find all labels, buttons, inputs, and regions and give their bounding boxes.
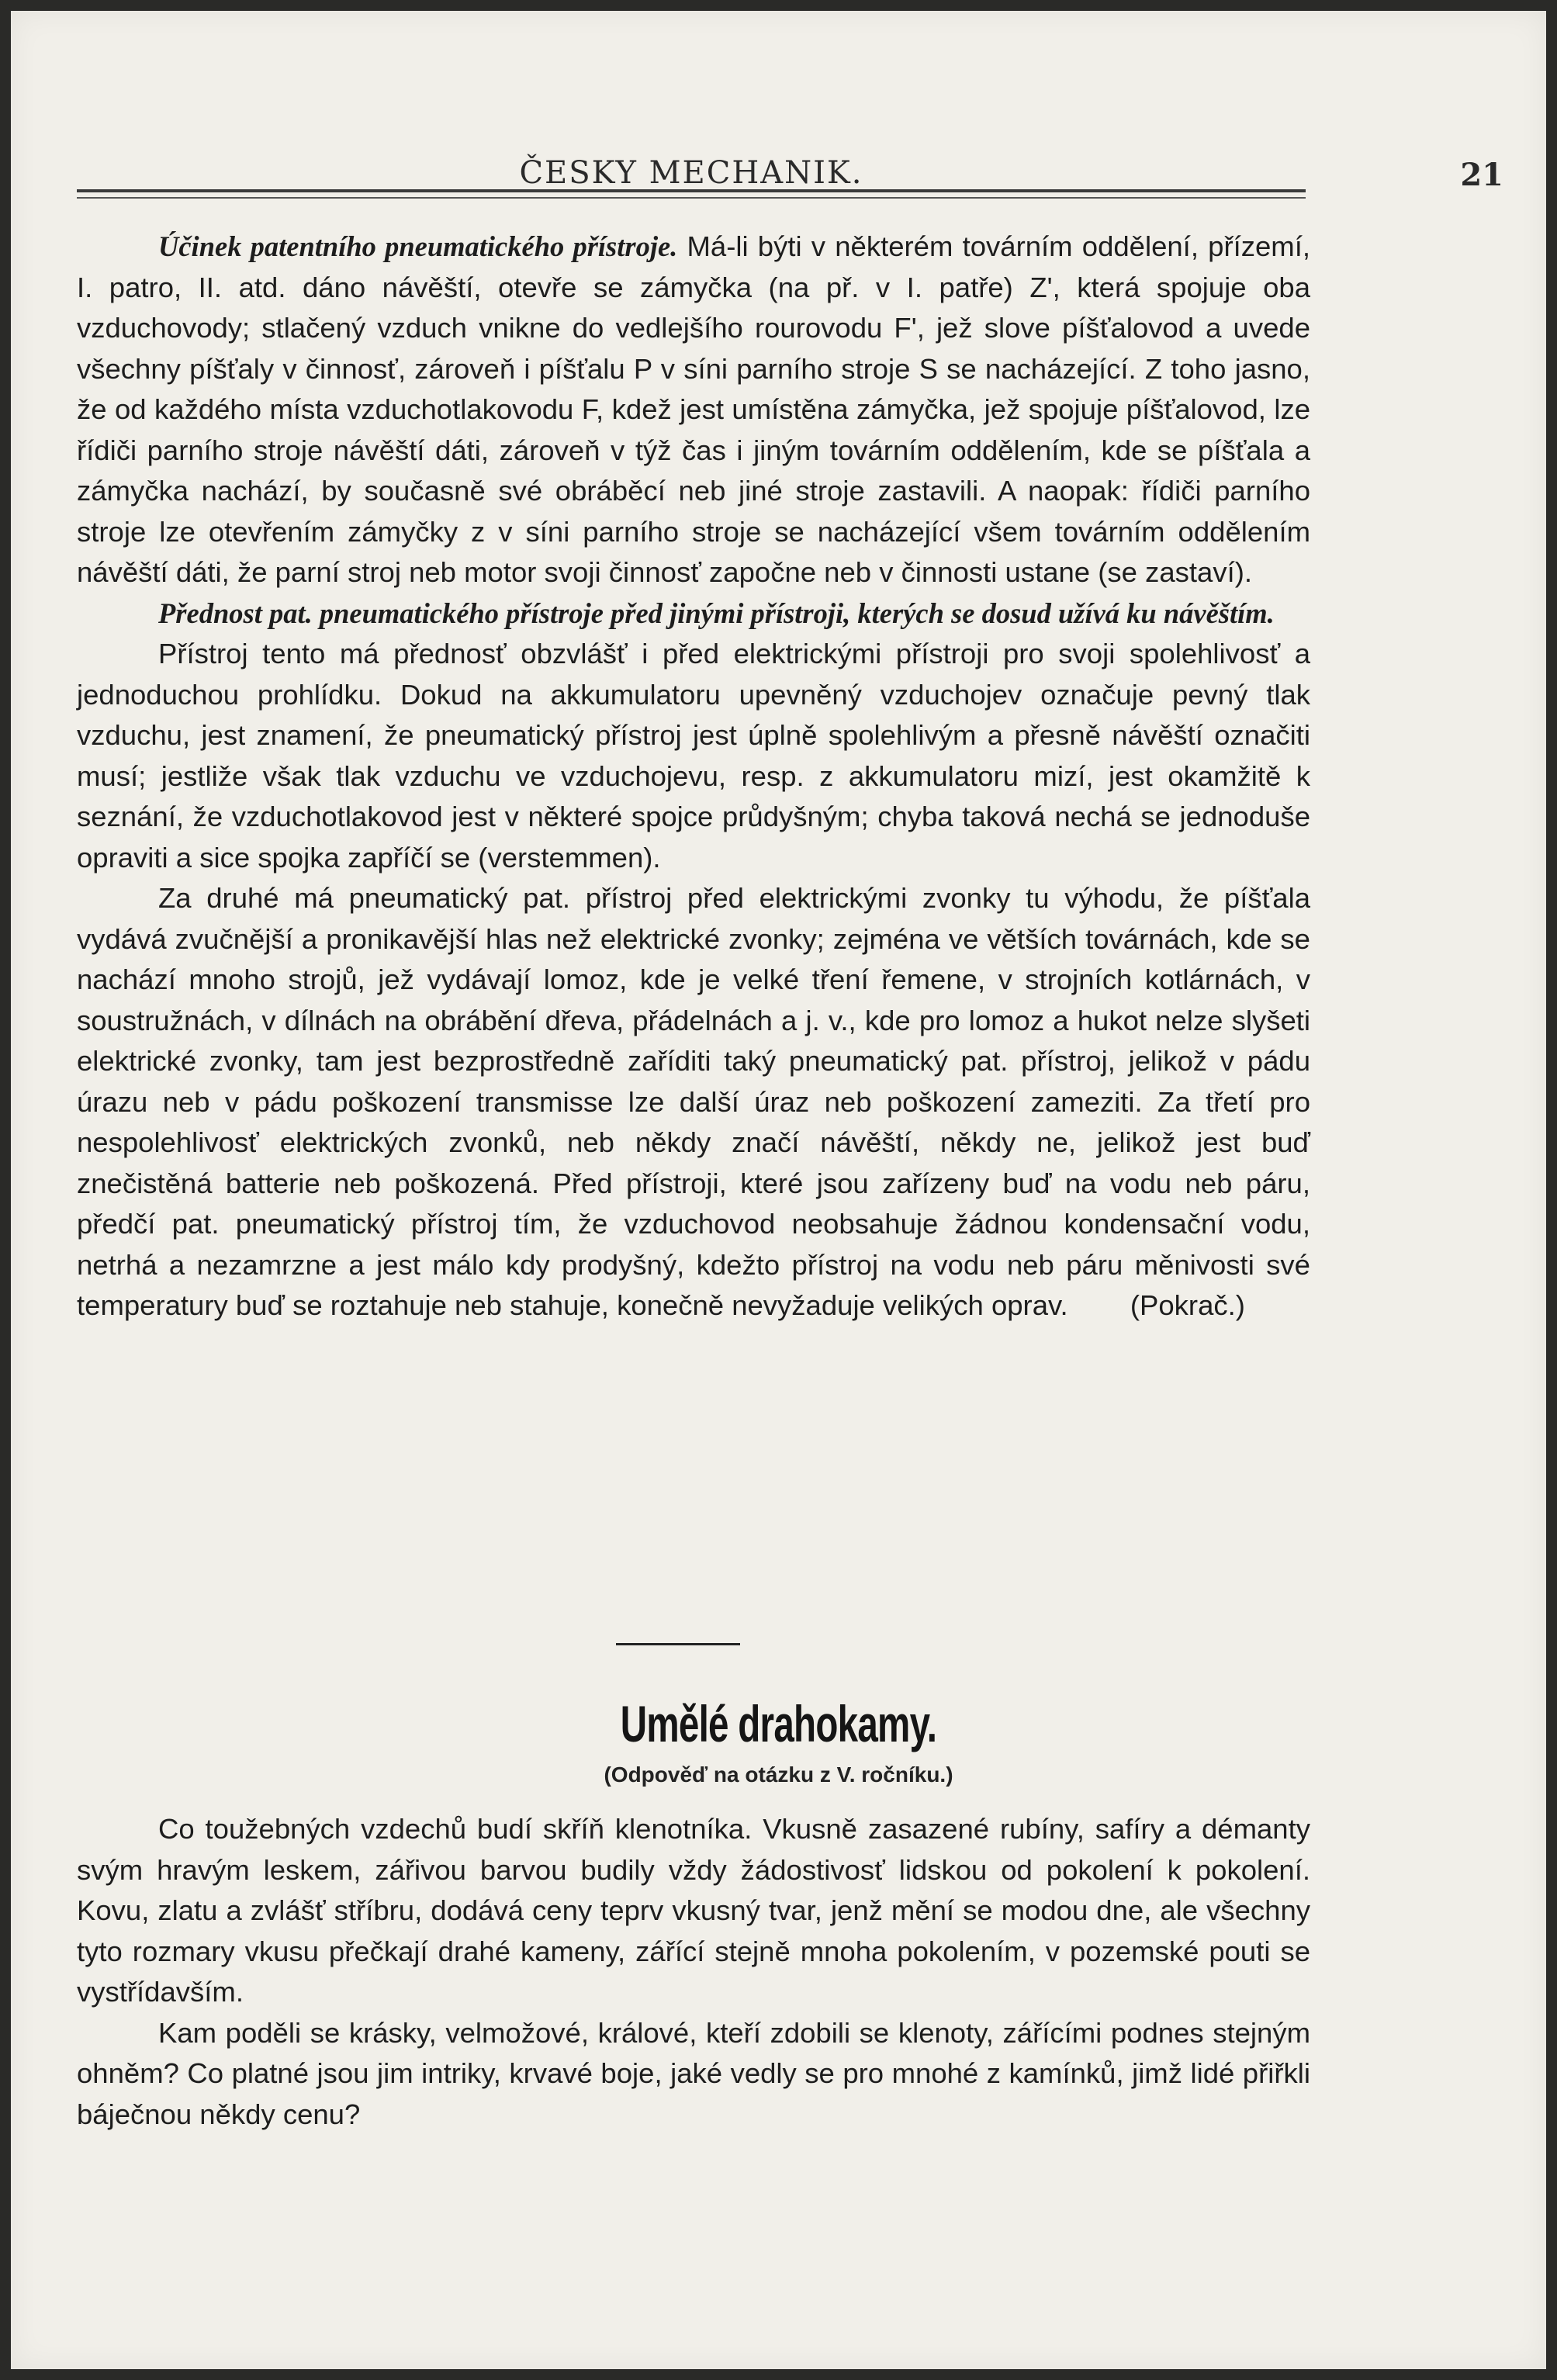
paragraph	[77, 227, 1310, 593]
section-artificial-gems	[77, 1809, 1310, 2135]
paragraph-heading: Přednost pat. pneumatického přístroje před jinými přístroji, kterých se dosud užívá ku návěštím.	[158, 597, 1275, 629]
paragraph: Přístroj tento má přednosť obzvlášť i před elektrickými přístroji pro svoji spolehlivosť a jednoduchou prohlídku. Dokud na akkumulatoru upevněný vzduchojev označuje pevný tlak vzduchu, jest znamení, že pneumatický přístroj jest úplně spolehlivým a přesně návěští označiti musí; jestliže však tlak vzduchu ve vzduchojevu, resp. z akkumulatoru mizí, jest okamžitě k seznání, že vzduchotlakovod jest v některé spojce průdyšným; chyba taková nechá se jednoduše opraviti a sice spojka zapříčí se (verstemmen).	[77, 638, 1310, 873]
continued-note: (Pokrač.)	[1130, 1289, 1245, 1321]
header-title: ČESKY MECHANIK.	[519, 155, 863, 191]
paragraph-lead: Účinek patentního pneumatického přístroje.	[158, 230, 678, 262]
paragraph-text: Má-li býti v některém továrním oddělení, přízemí, I. patro, II. atd. dáno návěští, otevře se zámyčka (na př. v I. patře) Z', která spojuje oba vzduchovody; stlačený vzduch vnikne do vedlejšího rourovodu F', jež slove píšťalovod a uvede všechny píšťaly v činnosť, zároveň i píšťalu P v síni parního stroje S se nacházející. Z toho jasno, že od každého místa vzduchotlakovodu F, kdež jest umístěna zámyčka, jež spojuje píšťalovod, lze řídiči parního stroje návěští dáti, zároveň v týž čas i jiným továrním oddělením, kde se píšťala a zámyčka nachází, by současně své obráběcí neb jiné stroje zastavili. A naopak: řídiči parního stroje lze otevřením zámyčky z v síni parního stroje se nacházející všem továrním oddělením návěští dáti, že parní stroj neb motor svoji činnosť započne neb v činnosti ustane (se zastaví).	[77, 230, 1310, 588]
header-rule	[77, 197, 1306, 199]
paragraph: Co toužebných vzdechů budí skříň klenotníka. Vkusně zasazené rubíny, safíry a démanty svým hravým leskem, zářivou barvou budily vždy žádostivosť lidskou od pokolení k pokolení. Kovu, zlatu a zvlášť stříbru, dodává ceny teprv vkusný tvar, jenž mění se modou dne, ale všechny tyto rozmary vkusu přečkají drahé kameny, zářící stejně mnoha pokolením, v pozemské pouti se vystřídavším.	[77, 1813, 1310, 2008]
page-number: 21	[1460, 157, 1503, 193]
paragraph	[77, 878, 1310, 1327]
article-title: Umělé drahokamy.	[620, 1695, 937, 1752]
paragraph: Kam poděli se krásky, velmožové, králové, kteří zdobili se klenoty, zářícími podnes stejným ohněm? Co platné jsou jim intriky, krvavé boje, jaké vedly se pro mnohé z kamínků, jimž lidé přiřkli báječnou někdy cenu?	[77, 2016, 1310, 2130]
running-header	[77, 149, 1503, 193]
section-divider	[616, 1643, 740, 1645]
section-pneumatic-device	[77, 227, 1310, 1327]
book-page	[11, 11, 1546, 2369]
paragraph-text: Za druhé má pneumatický pat. přístroj před elektrickými zvonky tu výhodu, že píšťala vydává zvučnější a pronikavější hlas než elektrické zvonky; zejména ve větších továrnách, kde se nachází mnoho strojů, jež vydávají lomoz, kde je velké tření řemene, v strojních kotlárnách, v soustružnách, v dílnách na obrábění dřeva, přádelnách a j. v., kde pro lomoz a hukot nelze slyšeti elektrické zvonky, tam jest bezprostředně zaříditi taký pneumatický pat. přístroj, jelikož v pádu úrazu neb v pádu poškození transmisse lze další úraz neb poškození zameziti. Za třetí pro nespolehlivosť elektrických zvonků, neb někdy značí návěští, někdy ne, jelikož jest buď znečistěná batterie neb poškozená. Před přístroji, které jsou zařízeny buď na vodu neb páru, předčí pat. pneumatický přístroj tím, že vzduchovod neobsahuje žádnou kondensační vodu, netrhá a nezamrzne a jest málo kdy prodyšný, kdežto přístroj na vodu neb páru měnivosti své temperatury buď se roztahuje neb stahuje, konečně nevyžaduje velikých oprav.	[77, 882, 1310, 1321]
article-subtitle: (Odpověď na otázku z V. ročníku.)	[604, 1763, 953, 1787]
